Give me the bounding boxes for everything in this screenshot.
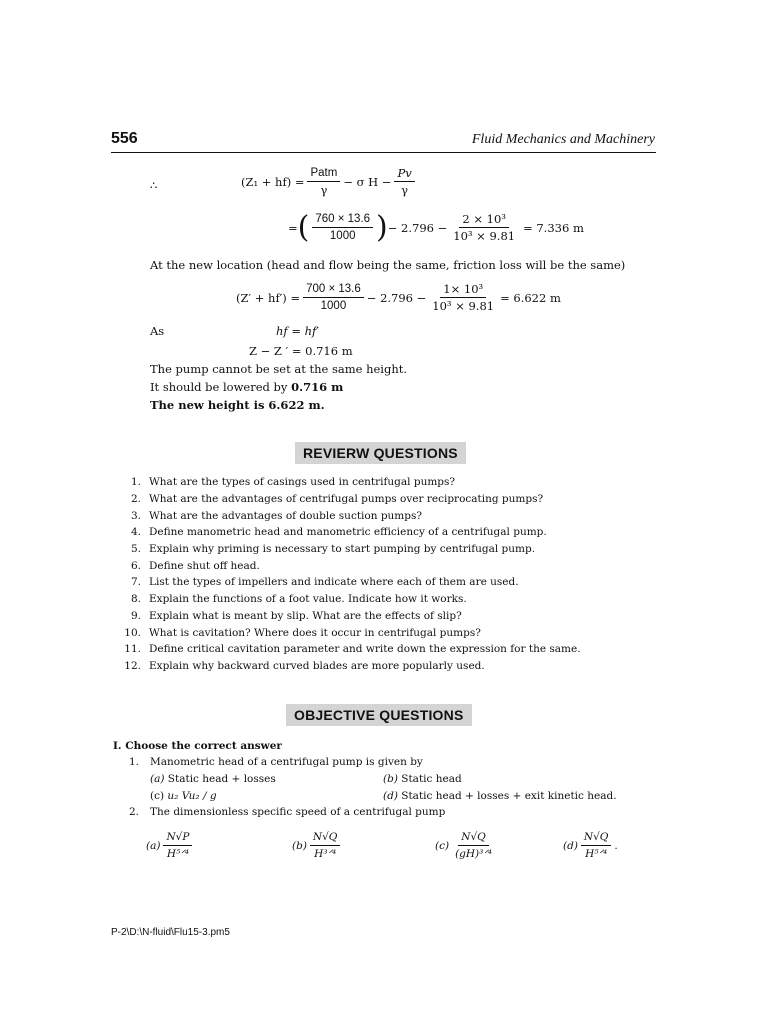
eq1-patm-num: Patm	[307, 166, 340, 182]
option-label: (a)	[146, 839, 161, 852]
review-question-item	[113, 507, 633, 524]
equation-3	[236, 282, 561, 313]
review-question-item	[113, 541, 633, 558]
objective-q2-option-d	[563, 830, 618, 861]
option-label: (d)	[563, 839, 578, 852]
review-question-text: What are the advantages of double suction pumps?	[149, 509, 423, 522]
review-question-item	[113, 524, 633, 541]
review-question-text: Define manometric head and manometric efficiency of a centrifugal pump.	[149, 526, 547, 539]
eq3-result: = 6.622 m	[500, 290, 561, 305]
eq2-fraction-2	[450, 212, 518, 243]
conclusion-line-2-value: 0.716 m	[291, 380, 344, 394]
option-label: (c)	[435, 839, 450, 852]
objective-q2-option-c	[435, 830, 498, 861]
review-question-number: 9.	[130, 609, 141, 622]
option-text: Static head	[401, 773, 462, 785]
option-label: (b)	[292, 839, 307, 852]
eq3-frac2-num: 1× 10³	[440, 282, 486, 298]
review-question-item	[113, 624, 633, 641]
book-title: Fluid Mechanics and Machinery	[471, 132, 655, 147]
option-label: (a)	[150, 773, 165, 785]
option-a-den: H⁵ᐟ⁴	[166, 848, 189, 860]
eq2-lead: =	[288, 220, 298, 235]
eq1-mid: − σ H −	[343, 174, 392, 189]
review-question-text: List the types of impellers and indicate where each of them are used.	[149, 576, 519, 589]
therefore-symbol: ∴	[150, 178, 158, 192]
eq3-mid: − 2.796 −	[366, 290, 427, 305]
review-question-number: 5.	[130, 543, 141, 556]
eq2-frac1-den: 1000	[329, 230, 356, 242]
eq3-fraction-1	[303, 282, 364, 313]
review-question-text: Define shut off head.	[149, 559, 260, 572]
review-question-item	[113, 491, 633, 508]
eq3-fraction-2	[429, 282, 497, 313]
review-questions-list	[113, 474, 633, 674]
eq3-frac2-den: 10³ × 9.81	[432, 299, 495, 313]
review-question-text: Explain what is meant by slip. What are the effects of slip?	[149, 609, 462, 622]
review-question-item	[113, 658, 633, 675]
option-text: Static head + losses + exit kinetic head.	[401, 790, 617, 802]
option-d-num: N√Q	[581, 830, 612, 846]
option-a-num: N√P	[163, 830, 192, 846]
option-text: Static head + losses	[167, 773, 276, 785]
objective-q2-option-b	[292, 830, 343, 861]
z-difference: Z − Z ′ = 0.716 m	[249, 344, 353, 358]
page-number: 556	[111, 130, 138, 147]
option-d-den: H⁵ᐟ⁴	[585, 848, 608, 860]
option-c-num: N√Q	[458, 830, 489, 846]
objective-q1-text: Manometric head of a centrifugal pump is given by	[150, 756, 423, 768]
eq2-frac1-num: 760 × 13.6	[312, 212, 373, 228]
review-question-item	[113, 474, 633, 491]
objective-q1-option-b	[383, 773, 462, 785]
eq1-lhs: (Z₁ + hf) =	[241, 174, 305, 189]
review-question-number: 7.	[130, 576, 141, 589]
conclusion-line-3: The new height is 6.622 m.	[150, 398, 325, 412]
review-question-number: 3.	[130, 509, 141, 522]
eq1-gamma-1: γ	[320, 183, 328, 197]
option-d-fraction	[581, 830, 612, 861]
as-label: As	[150, 324, 165, 338]
objective-section-title: I. Choose the correct answer	[113, 740, 282, 752]
review-question-number: 10.	[124, 626, 141, 639]
objective-q1-option-d	[383, 790, 617, 802]
as-equation: hf = hf′	[276, 324, 319, 338]
conclusion-line-2	[150, 380, 343, 394]
review-question-text: What is cavitation? Where does it occur in centrifugal pumps?	[149, 626, 481, 639]
review-question-number: 11.	[124, 643, 141, 656]
option-label: (c)	[150, 790, 165, 802]
eq2-mid: − 2.796 −	[387, 220, 448, 235]
review-question-item	[113, 641, 633, 658]
objective-q1-number: 1.	[129, 756, 140, 768]
option-label: (d)	[383, 790, 398, 802]
conclusion-line-2-text: It should be lowered by	[150, 380, 292, 394]
option-b-num: N√Q	[310, 830, 341, 846]
option-b-den: H³ᐟ⁴	[314, 848, 337, 860]
eq2-fraction-1	[312, 212, 373, 243]
objective-questions-heading: OBJECTIVE QUESTIONS	[286, 704, 472, 726]
eq3-frac1-num: 700 × 13.6	[303, 282, 364, 298]
review-questions-heading: REVIERW QUESTIONS	[295, 442, 466, 464]
eq1-pv-num: Pv	[394, 166, 414, 182]
review-question-text: What are the advantages of centrifugal pumps over reciprocating pumps?	[149, 493, 544, 506]
review-question-number: 8.	[130, 593, 141, 606]
review-question-number: 4.	[130, 526, 141, 539]
review-question-number: 2.	[130, 493, 141, 506]
objective-q2-text: The dimensionless specific speed of a centrifugal pump	[150, 806, 446, 818]
header-rule	[111, 152, 656, 153]
eq2-frac2-den: 10³ × 9.81	[453, 229, 516, 243]
eq3-frac1-den: 1000	[320, 300, 347, 312]
eq3-lhs: (Z′ + hf′) =	[236, 290, 301, 305]
equation-1	[241, 166, 418, 197]
objective-q1-option-c	[150, 790, 217, 802]
review-question-item	[113, 608, 633, 625]
review-question-item	[113, 557, 633, 574]
review-question-text: Define critical cavitation parameter and write down the expression for the same.	[149, 643, 581, 656]
eq1-gamma-2: γ	[401, 183, 409, 197]
equation-2: = ( $\frac{760 \times 13.6}{1000}$ ) − 2.796 − $\frac{\text{2 × 10³}}{\text{10³ × 9.81}}$ = 7.336 m	[288, 209, 584, 245]
eq2-result: = 7.336 m	[523, 220, 584, 235]
option-d-tail: .	[614, 839, 618, 852]
conclusion-line-1: The pump cannot be set at the same height.	[150, 362, 408, 376]
objective-q2-number: 2.	[129, 806, 140, 818]
option-a-fraction	[163, 830, 192, 861]
objective-q2-option-a	[146, 830, 195, 861]
option-c-fraction	[452, 830, 495, 861]
option-text: u₂ Vu₂ / g	[167, 790, 217, 802]
review-question-number: 1.	[130, 476, 141, 489]
review-question-item	[113, 574, 633, 591]
eq1-patm-fraction	[307, 166, 340, 197]
eq1-pv-fraction	[394, 166, 414, 197]
option-b-fraction	[310, 830, 341, 861]
option-label: (b)	[383, 773, 398, 785]
new-location-text: At the new location (head and flow being the same, friction loss will be the same)	[150, 258, 626, 272]
review-question-text: Explain why priming is necessary to start pumping by centrifugal pump.	[149, 543, 536, 556]
objective-q1-option-a	[150, 773, 276, 785]
eq2-frac2-num: 2 × 10³	[459, 212, 509, 228]
review-question-number: 12.	[124, 659, 141, 672]
review-question-item	[113, 591, 633, 608]
review-question-text: What are the types of casings used in centrifugal pumps?	[149, 476, 456, 489]
review-question-number: 6.	[130, 559, 141, 572]
review-question-text: Explain the functions of a foot value. Indicate how it works.	[149, 593, 467, 606]
option-c-den: (gH)³ᐟ⁴	[455, 848, 493, 860]
review-question-text: Explain why backward curved blades are more popularly used.	[149, 659, 485, 672]
footer-file-path: P-2\D:\N-fluid\Flu15-3.pm5	[111, 927, 230, 938]
